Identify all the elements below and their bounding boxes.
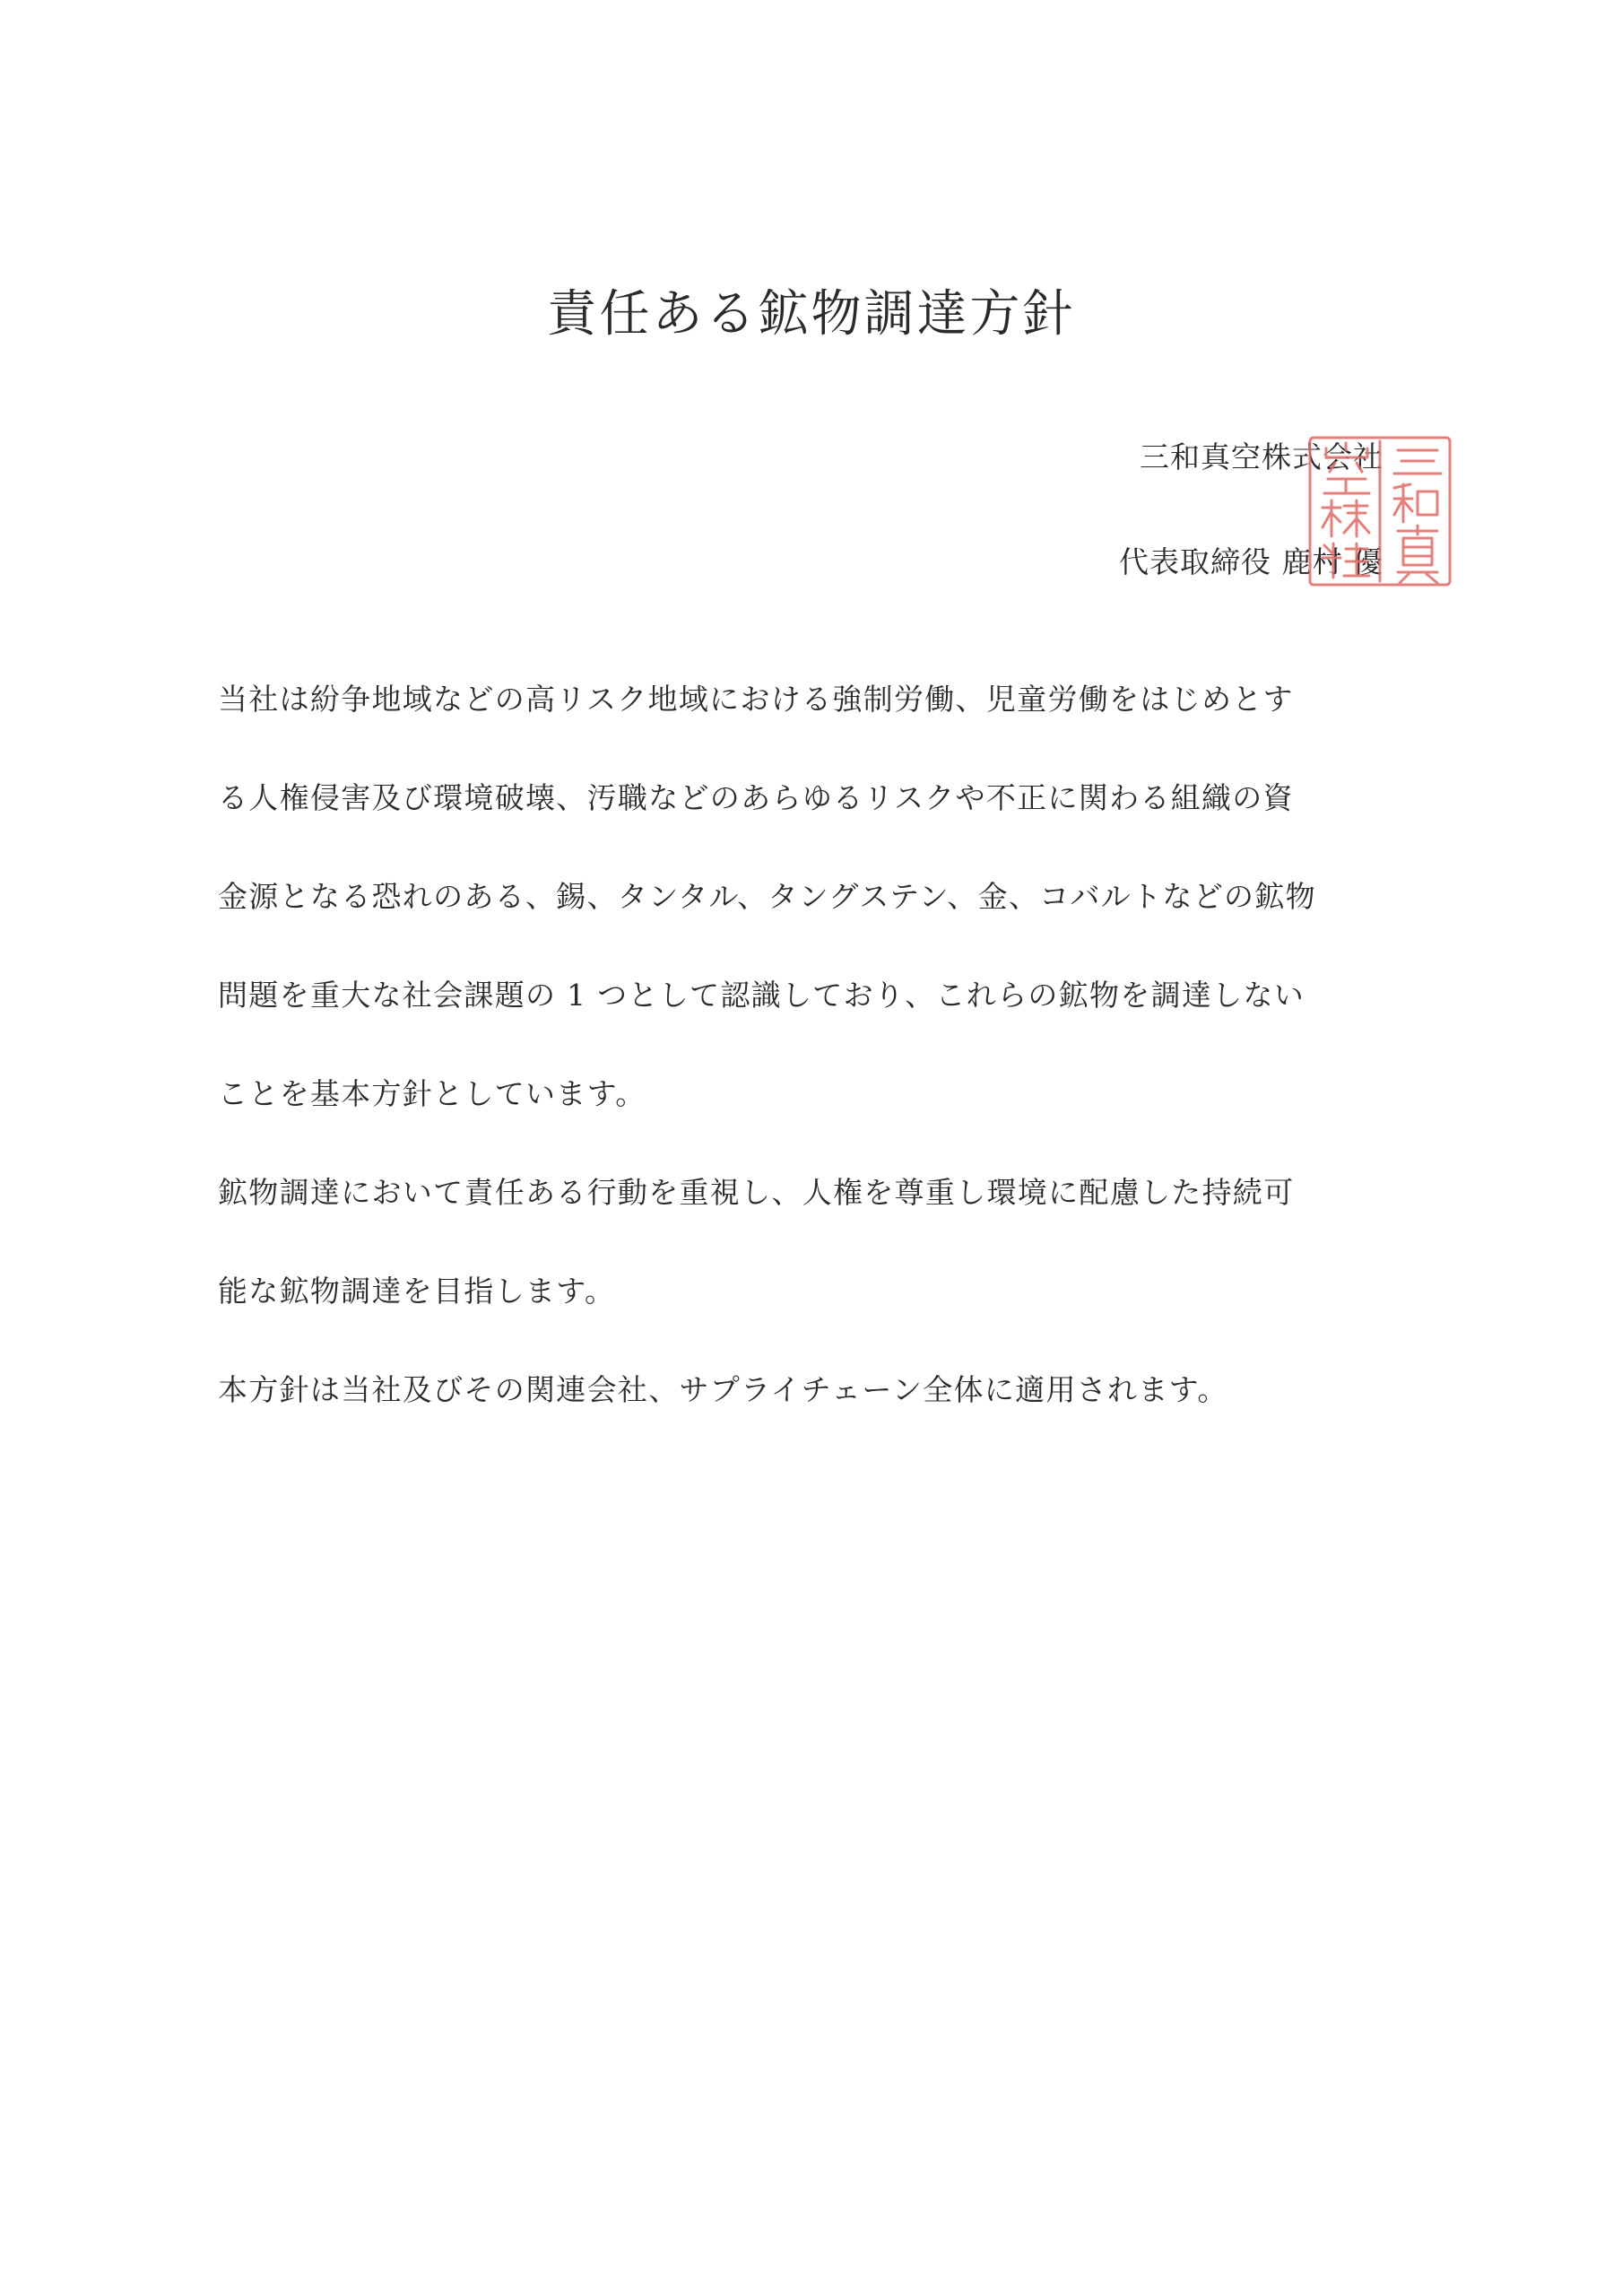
policy-paragraph-1-line-1: 当社は紛争地域などの高リスク地域における強制労働、児童労働をはじめとす	[218, 682, 1294, 717]
policy-paragraph-3-line-1: 本方針は当社及びその関連会社、サプライチェーン全体に適用されます。	[218, 1372, 1228, 1407]
representative-name: 代表取締役 鹿村 優	[1119, 544, 1383, 579]
policy-paragraph-1-line-5: ことを基本方針としています。	[218, 1076, 646, 1111]
policy-paragraph-1-line-4: 問題を重大な社会課題の 1 つとして認識しており、これらの鉱物を調達しない	[218, 978, 1305, 1013]
company-name: 三和真空株式会社	[1140, 439, 1383, 474]
policy-paragraph-2-line-1: 鉱物調達において責任ある行動を重視し、人権を尊重し環境に配慮した持続可	[218, 1175, 1295, 1210]
document-title: 責任ある鉱物調達方針	[546, 285, 1076, 344]
policy-paragraph-2-line-2: 能な鉱物調達を目指します。	[218, 1274, 616, 1309]
policy-paragraph-1-line-3: 金源となる恐れのある、錫、タンタル、タングステン、金、コバルトなどの鉱物	[218, 879, 1316, 914]
company-seal-icon	[1305, 432, 1455, 590]
policy-paragraph-1-line-2: る人権侵害及び環境破壊、汚職などのあらゆるリスクや不正に関わる組織の資	[218, 780, 1294, 815]
